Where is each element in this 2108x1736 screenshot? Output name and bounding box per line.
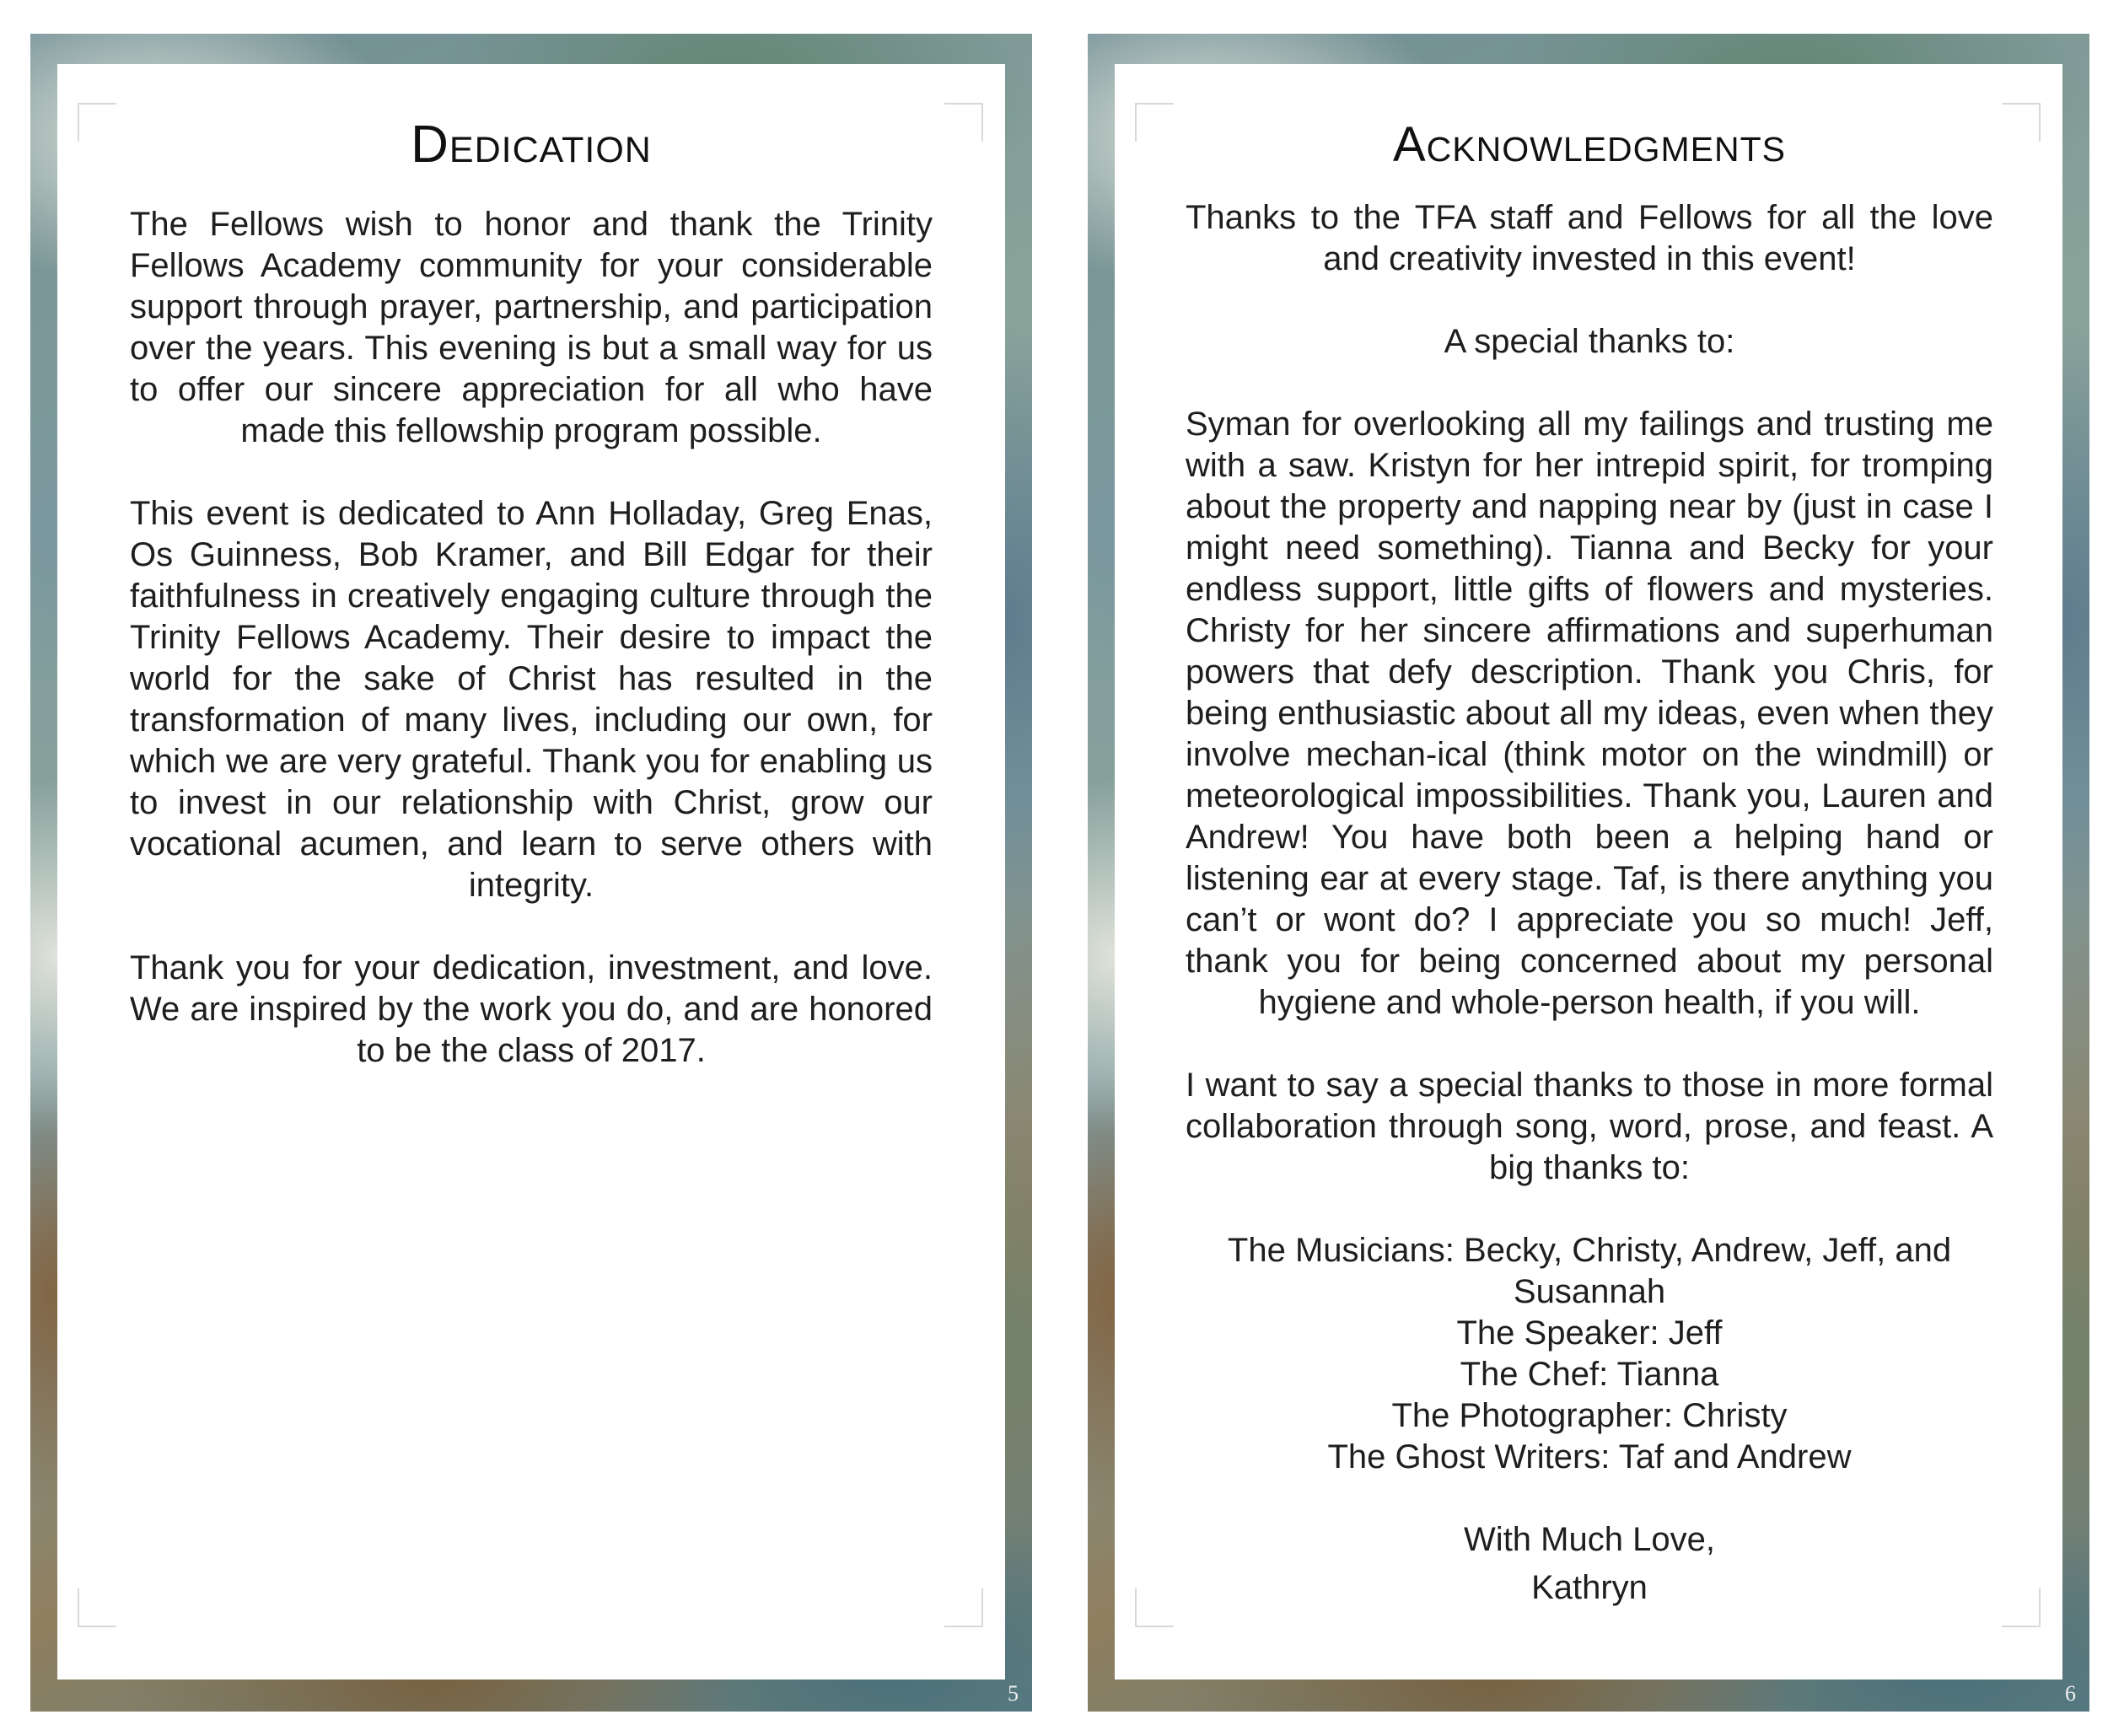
page-number: 5 xyxy=(1008,1681,1019,1706)
acknowledgments-content xyxy=(1186,115,1993,1609)
collaboration-paragraph: I want to say a special thanks to those in more formal collaboration through song, word, prose, and feast. A big thanks to: xyxy=(1186,1067,1993,1186)
credit-line: The Speaker: Jeff xyxy=(1456,1314,1723,1352)
dedication-heading: Dedication xyxy=(411,116,652,174)
frame-corner-bottom-left xyxy=(78,1588,116,1627)
acknowledgments-intro: Thanks to the TFA staff and Fellows for all the love and creativity invested in this event! xyxy=(1186,199,1993,277)
dedication-paragraph-1: The Fellows wish to honor and thank the Trinity Fellows Academy community for your considerable support through prayer, partnership, and participation over the years. This evening is but a small way for us to offer our sincere appreciation for all who have made this fellowship program possible. xyxy=(130,206,933,449)
frame-corner-top-left xyxy=(1135,103,1174,142)
credit-line: The Photographer: Christy xyxy=(1391,1397,1788,1434)
acknowledgments-heading: Acknowledgments xyxy=(1393,117,1786,172)
credit-line: The Ghost Writers: Taf and Andrew xyxy=(1327,1438,1852,1475)
frame-corner-top-right xyxy=(2002,103,2041,142)
frame-corner-top-right xyxy=(944,103,983,142)
frame-corner-bottom-right xyxy=(2002,1588,2041,1627)
frame-corner-bottom-right xyxy=(944,1588,983,1627)
credit-line: The Chef: Tianna xyxy=(1460,1356,1719,1393)
dedication-paragraph-2: This event is dedicated to Ann Holladay, Greg Enas, Os Guinness, Bob Kramer, and Bill Edgar for their faithfulness in creatively engaging culture through the Trinity Fellows Academy. Their desire to impact the world for the sake of Christ has resulted in the transformation of many lives, including our own, for which we are very grateful. Thank you for enabling us to invest in our relationship with Christ, grow our vocational acumen, and learn to serve others with integrity. xyxy=(130,495,933,904)
page-number: 6 xyxy=(2065,1681,2076,1706)
special-thanks-label: A special thanks to: xyxy=(1444,323,1735,360)
acknowledgments-text-panel xyxy=(1115,64,2062,1680)
dedication-paragraph-3: Thank you for your dedication, investment, and love. We are inspired by the work you do, and are honored to be the class of 2017. xyxy=(130,949,933,1069)
dedication-page xyxy=(30,34,1032,1712)
credit-line: The Musicians: Becky, Christy, Andrew, Jeff, and Susannah xyxy=(1227,1232,1952,1310)
dedication-text-panel xyxy=(57,64,1005,1680)
credits-list xyxy=(1186,1230,1993,1478)
acknowledgments-page xyxy=(1088,34,2089,1712)
frame-corner-bottom-left xyxy=(1135,1588,1174,1627)
frame-corner-top-left xyxy=(78,103,116,142)
dedication-content xyxy=(130,115,933,1072)
thanks-paragraph: Syman for overlooking all my failings and trusting me with a saw. Kristyn for her intrepid spirit, for tromping about the property and napping near by (just in case I might need something). Tianna and Becky for your endless support, little gifts of flowers and mysteries. Christy for her sincere affirmations and superhuman powers that defy description. Thank you Chris, for being enthusiastic about all my ideas, even when they involve mechan-ical (think motor on the windmill) or meteorological impossibilities. Thank you, Lauren and Andrew! You have both been a helping hand or listening ear at every stage. Taf, is there anything you can’t or wont do? I appreciate you so much! Jeff, thank you for being concerned about my personal hygiene and whole-person health, if you will. xyxy=(1186,406,1993,1021)
closing-line: With Much Love, xyxy=(1464,1521,1715,1558)
signature: Kathryn xyxy=(1531,1569,1648,1606)
